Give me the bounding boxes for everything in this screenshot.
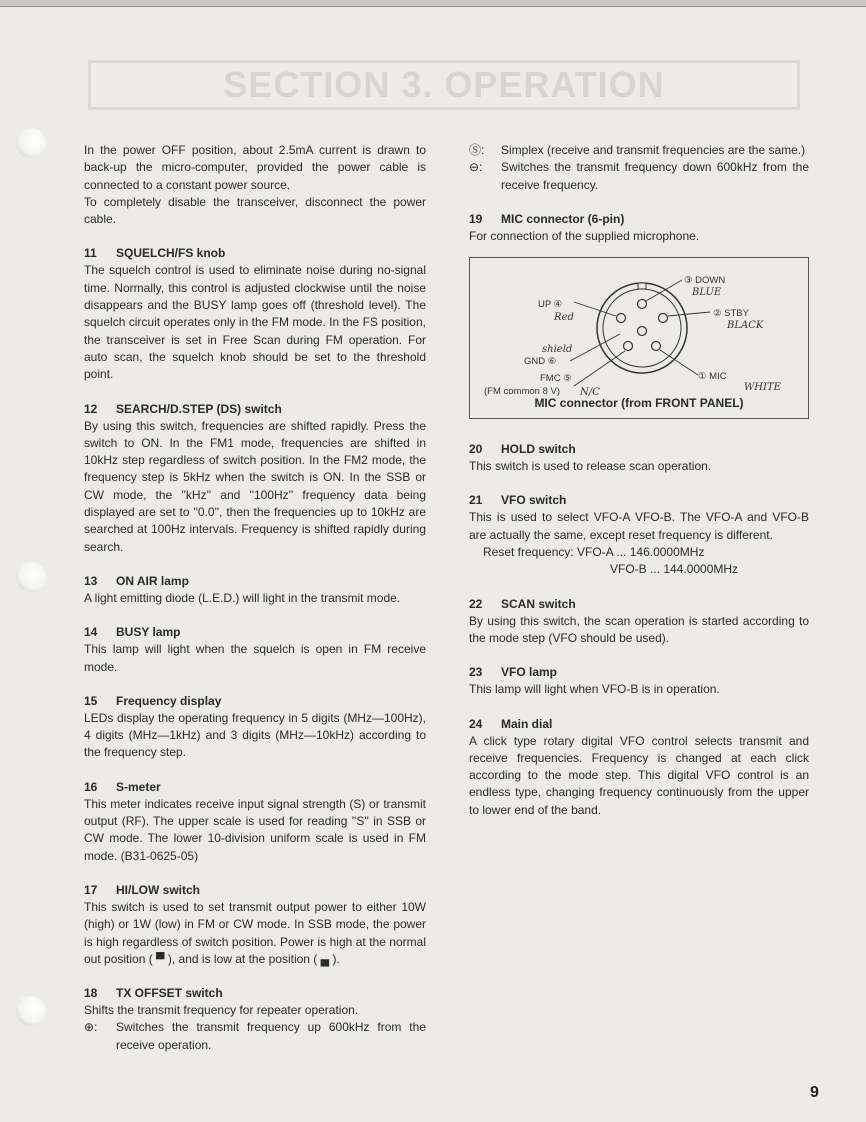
section-22 [469, 596, 809, 648]
left-column [84, 142, 426, 1054]
section-16 [84, 779, 426, 865]
section-11 [84, 245, 426, 383]
reset-frequency-a: Reset frequency: VFO-A ... 146.0000MHz [483, 545, 705, 560]
section-17-body: This switch is used to set transmit output power to either 10W (high) or 1W (low) in FM or CW mode. In SSB mode, the power is high regardless of switch position. Power is high at the normal out position ( ▀ ), and is low at the position ( ▄ ). [84, 899, 426, 966]
section-20 [469, 441, 809, 475]
binder-hole-bottom [16, 996, 46, 1026]
section-19-heading: 19 MIC connector (6-pin) [469, 211, 625, 226]
offset-plus-item [84, 1019, 426, 1054]
note-nc: N/C [580, 387, 600, 399]
page-number: 9 [810, 1084, 819, 1101]
label-pin6: GND ⑥ [524, 356, 557, 368]
section-24-heading: 24 Main dial [469, 716, 553, 731]
section-24 [469, 716, 809, 819]
section-20-heading: 20 HOLD switch [469, 442, 576, 457]
section-18 [84, 985, 426, 1054]
offset-minus-item [469, 159, 809, 194]
section-13 [84, 573, 426, 607]
note-red: Red [554, 312, 574, 324]
offset-minus-text: Switches the transmit frequency down 600kHz from the receive frequency. [501, 160, 809, 192]
section-22-body: By using this switch, the scan operation is started according to the mode step (VFO should be used). [469, 613, 809, 645]
plus-symbol-icon: ⊕: [84, 1020, 98, 1035]
pin-1 [652, 342, 661, 351]
section-22-heading: 22 SCAN switch [469, 596, 576, 611]
note-shield: shield [542, 344, 573, 356]
section-11-body: The squelch control is used to eliminate noise during no-signal time. Normally, this control is adjusted clockwise until the noise disappears and the BUSY lamp goes off (threshold level). The squelch circuit operates only in the FM mode. In the FS position, the transceiver is set in Free Scan during FM operation. For auto scan, the squelch knob should be set to the threshold point. [84, 263, 426, 382]
offset-plus-text: Switches the transmit frequency up 600kHz from the receive operation. [116, 1020, 426, 1052]
section-20-body: This switch is used to release scan operation. [469, 459, 712, 474]
section-16-heading: 16 S-meter [84, 779, 161, 794]
section-23-body: This lamp will light when VFO-B is in operation. [469, 682, 720, 697]
note-blue: BLUE [692, 287, 722, 299]
section-12 [84, 401, 426, 556]
pin-center [638, 327, 647, 336]
connector-key-notch [638, 283, 646, 289]
label-pin4: UP ④ [538, 299, 563, 311]
minus-symbol-icon: ⊖: [469, 160, 483, 175]
offset-simplex-item [469, 142, 809, 159]
section-19 [469, 211, 809, 245]
leader-gnd [570, 334, 620, 361]
section-18-heading: 18 TX OFFSET switch [84, 986, 223, 1001]
pin-5 [624, 342, 633, 351]
figure-caption: MIC connector (from FRONT PANEL) [534, 395, 744, 410]
section-13-heading: 13 ON AIR lamp [84, 573, 189, 588]
bleed-through-header: SECTION 3. OPERATION [88, 60, 800, 110]
note-white: WHITE [744, 382, 781, 394]
label-pin1: ① MIC [698, 371, 727, 383]
offset-simplex-text: Simplex (receive and transmit frequencies are the same.) [501, 143, 806, 157]
section-23-heading: 23 VFO lamp [469, 665, 558, 680]
section-18-body: Shifts the transmit frequency for repeater operation. [84, 1003, 359, 1018]
intro-paragraph-2: To completely disable the transceiver, disconnect the power cable. [84, 194, 426, 227]
leader-stby [668, 312, 710, 316]
note-black: BLACK [727, 320, 764, 332]
section-17-heading: 17 HI/LOW switch [84, 882, 200, 897]
section-21 [469, 492, 809, 578]
section-12-heading: 12 SEARCH/D.STEP (DS) switch [84, 401, 282, 416]
section-12-body: By using this switch, frequencies are shifted rapidly. Press the switch to ON. In the FM1 mode, frequencies are shifted in 10kHz step regardless of switch position. In the FM2 mode, the frequency step is 5kHz when the switch is ON. In the SSB or CW mode, the ''kHz'' and ''100Hz'' frequency data being displayed are set to ''0.0'', then the frequencies up to 10kHz are searched at 100Hz intervals. Frequency is shifted rapidly during search. [84, 418, 426, 554]
section-17 [84, 882, 426, 968]
section-21-heading: 21 VFO switch [469, 493, 567, 508]
top-edge-line [0, 0, 866, 7]
section-24-body: A click type rotary digital VFO control selects transmit and receive frequencies. Frequency is changed at each click according to the mode step. This digital VFO control is an endless type, changing frequency continuously from the upper to lower end of the band. [469, 733, 809, 817]
binder-hole-middle [16, 562, 46, 592]
reset-frequency-b: VFO-B ... 144.0000MHz [610, 562, 739, 577]
section-14-heading: 14 BUSY lamp [84, 625, 181, 640]
section-21-body: This is used to select VFO-A VFO-B. The VFO-A and VFO-B are actually the same, except reset frequency is different. [469, 510, 809, 542]
pin-2 [659, 314, 668, 323]
section-15 [84, 693, 426, 762]
binder-hole-top [16, 128, 46, 158]
connector-inner-ring [603, 289, 681, 367]
simplex-symbol-icon: Ⓢ: [469, 143, 485, 157]
section-19-body: For connection of the supplied microphone. [469, 228, 700, 243]
label-pin2: ② STBY [713, 308, 749, 320]
section-15-body: LEDs display the operating frequency in 5 digits (MHz—100Hz), 4 digits (MHz—1kHz) and 3 digits (MHz—10kHz) according to the frequency step. [84, 710, 426, 760]
section-16-body: This meter indicates receive input signal strength (S) or transmit output (RF). The upper scale is used for reading ''S'' in SSB or CW mode. The lower 10-division uniform scale is used in FM mode. (B31-0625-05) [84, 796, 426, 863]
label-pin3: ③ DOWN [684, 275, 726, 287]
right-column [469, 142, 809, 819]
mic-connector-figure [469, 257, 809, 419]
pin-4 [617, 314, 626, 323]
section-14 [84, 624, 426, 676]
leader-up [574, 302, 616, 316]
section-11-heading: 11 SQUELCH/FS knob [84, 246, 226, 261]
section-14-body: This lamp will light when the squelch is open in FM receive mode. [84, 642, 426, 674]
connector-outer-ring [597, 283, 687, 373]
label-pin5: FMC ⑤ [540, 373, 572, 385]
pin-3 [638, 300, 647, 309]
label-pin5-note: (FM common 8 V) [484, 386, 561, 398]
intro-paragraph-1: In the power OFF position, about 2.5mA current is drawn to back-up the micro-computer, provided the power cable is connected to a constant power source. [84, 143, 426, 192]
section-13-body: A light emitting diode (L.E.D.) will light in the transmit mode. [84, 590, 401, 605]
section-15-heading: 15 Frequency display [84, 693, 222, 708]
section-23 [469, 664, 809, 698]
leader-fmc [574, 351, 625, 386]
